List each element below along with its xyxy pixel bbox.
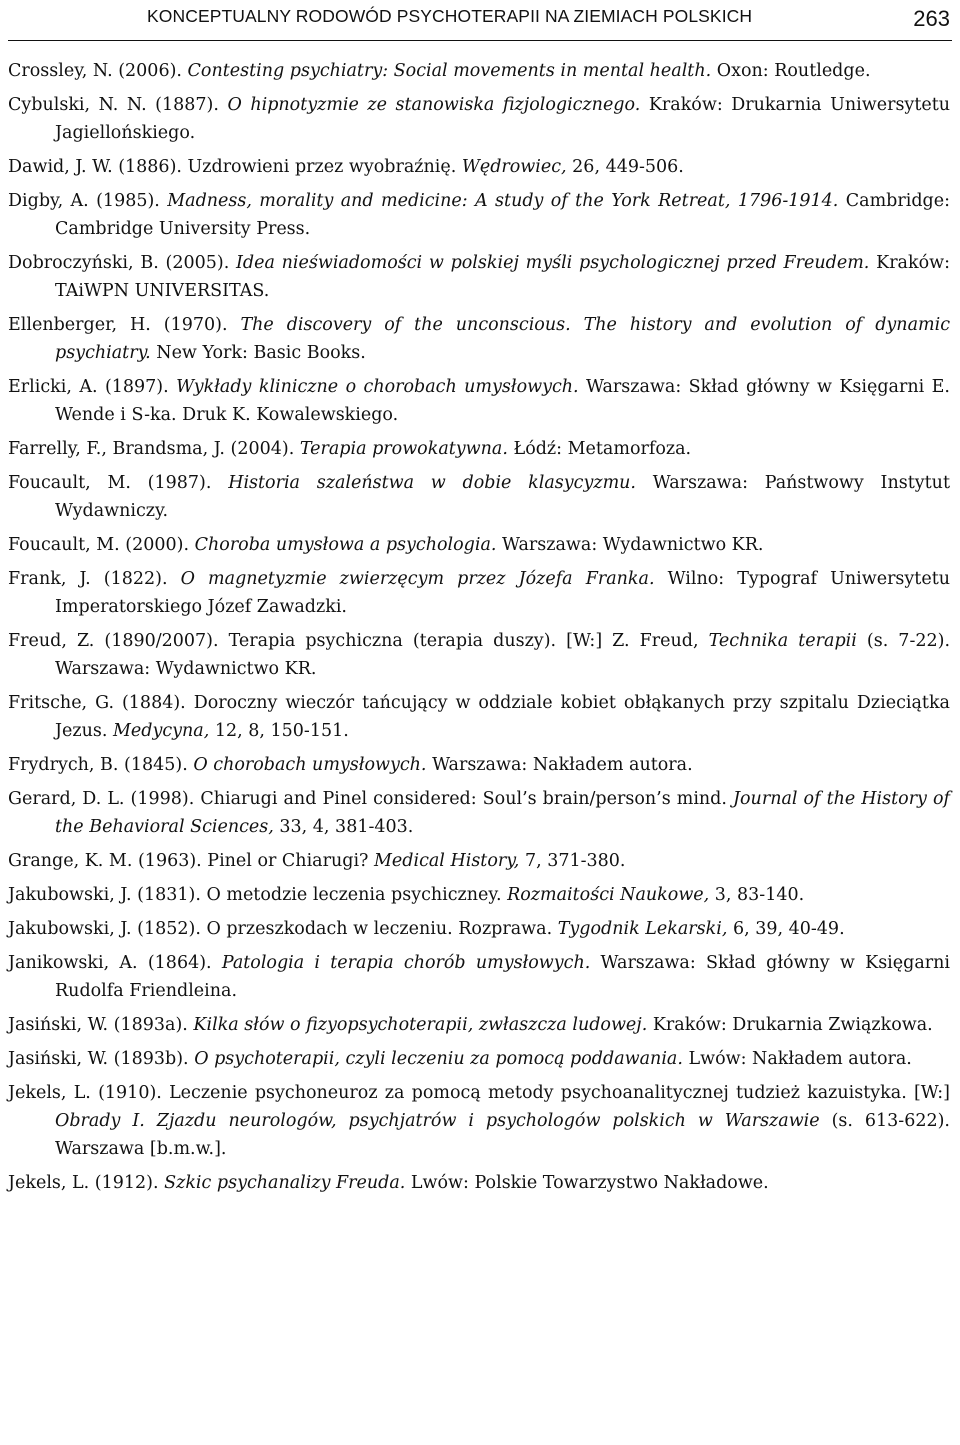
reference-title: Medycyna, bbox=[112, 721, 210, 741]
reference-text: Digby, A. (1985). bbox=[8, 191, 168, 211]
reference-text: 26, 449-506. bbox=[566, 157, 684, 177]
reference-text: Warszawa: Skład główny w Księgarni E. Wende i S-ka. Druk K. Kowalewskiego. bbox=[55, 377, 950, 425]
reference-entry bbox=[8, 1169, 950, 1197]
reference-text: Farrelly, F., Brandsma, J. (2004). bbox=[8, 439, 300, 459]
reference-text: Lwów: Polskie Towarzystwo Nakładowe. bbox=[405, 1173, 769, 1193]
reference-text: Łódź: Metamorfoza. bbox=[507, 439, 692, 459]
reference-entry bbox=[8, 1011, 950, 1039]
reference-title: O magnetyzmie zwierzęcym przez Józefa Franka. bbox=[180, 569, 655, 589]
reference-entry bbox=[8, 785, 950, 841]
reference-title: Terapia prowokatywna. bbox=[299, 439, 508, 459]
reference-text: 7, 371-380. bbox=[519, 851, 626, 871]
reference-title: O chorobach umysłowych. bbox=[193, 755, 427, 775]
reference-text: Ellenberger, H. (1970). bbox=[8, 315, 241, 335]
reference-text: Jekels, L. (1912). bbox=[8, 1173, 165, 1193]
reference-entry bbox=[8, 627, 950, 683]
reference-title: Journal of the History of the Behavioral Sciences, bbox=[55, 789, 950, 837]
reference-text: Dobroczyński, B. (2005). bbox=[8, 253, 236, 273]
reference-title: Obrady I. Zjazdu neurologów, psychjatrów i psychologów polskich w Warszawie bbox=[55, 1111, 820, 1131]
page-number: 263 bbox=[913, 6, 950, 31]
reference-text: Kraków: TAiWPN UNIVERSITAS. bbox=[55, 253, 951, 301]
reference-text: Oxon: Routledge. bbox=[711, 61, 871, 81]
reference-text: Cybulski, N. N. (1887). bbox=[8, 95, 228, 115]
reference-text: Kraków: Drukarnia Związkowa. bbox=[647, 1015, 933, 1035]
reference-title: Technika terapii bbox=[708, 631, 857, 651]
reference-text: Jakubowski, J. (1831). O metodzie leczenia psychiczney. bbox=[8, 885, 508, 905]
reference-title: Madness, morality and medicine: A study of the York Retreat, 1796-1914. bbox=[167, 191, 839, 211]
reference-text: Warszawa: Państwowy Instytut Wydawniczy. bbox=[55, 473, 950, 521]
reference-title: Historia szaleństwa w dobie klasycyzmu. bbox=[228, 473, 636, 493]
reference-title: Wędrowiec, bbox=[461, 157, 567, 177]
reference-text: Janikowski, A. (1864). bbox=[8, 953, 222, 973]
reference-entry bbox=[8, 373, 950, 429]
reference-text: Jekels, L. (1910). Leczenie psychoneuroz za pomocą metody psychoanalitycznej tudzież kazuistyka. [W:] bbox=[8, 1083, 950, 1103]
reference-text: Jasiński, W. (1893b). bbox=[8, 1049, 195, 1069]
reference-entry bbox=[8, 1079, 950, 1163]
reference-title: Kilka słów o fizyopsychoterapii, zwłaszcza ludowej. bbox=[193, 1015, 648, 1035]
reference-text: Dawid, J. W. (1886). Uzdrowieni przez wyobraźnię. bbox=[8, 157, 462, 177]
reference-entry bbox=[8, 249, 950, 305]
page-header bbox=[0, 0, 960, 44]
reference-entry bbox=[8, 187, 950, 243]
reference-list bbox=[8, 57, 950, 1203]
reference-text: Frank, J. (1822). bbox=[8, 569, 181, 589]
reference-text: Freud, Z. (1890/2007). Terapia psychiczna (terapia duszy). [W:] Z. Freud, bbox=[8, 631, 709, 651]
reference-title: Contesting psychiatry: Social movements in mental health. bbox=[187, 61, 712, 81]
reference-entry bbox=[8, 435, 950, 463]
reference-entry bbox=[8, 311, 950, 367]
reference-title: Tygodnik Lekarski, bbox=[557, 919, 728, 939]
reference-text: Fritsche, G. (1884). Doroczny wieczór tańcujący w oddziale kobiet obłąkanych przy szpitalu Dzieciątka Jezus. bbox=[8, 693, 950, 741]
reference-title: O psychoterapii, czyli leczeniu za pomocą poddawania. bbox=[194, 1049, 683, 1069]
reference-text: Jasiński, W. (1893a). bbox=[8, 1015, 194, 1035]
reference-entry bbox=[8, 881, 950, 909]
reference-title: O hipnotyzmie ze stanowiska fizjologicznego. bbox=[227, 95, 641, 115]
reference-text: Grange, K. M. (1963). Pinel or Chiarugi? bbox=[8, 851, 374, 871]
reference-title: Wykłady kliniczne o chorobach umysłowych. bbox=[176, 377, 579, 397]
reference-title: Patologia i terapia chorób umysłowych. bbox=[221, 953, 591, 973]
reference-entry bbox=[8, 531, 950, 559]
reference-entry bbox=[8, 751, 950, 779]
reference-text: Warszawa: Skład główny w Księgarni Rudolfa Friendleina. bbox=[55, 953, 950, 1001]
reference-entry bbox=[8, 847, 950, 875]
reference-entry bbox=[8, 469, 950, 525]
reference-text: Crossley, N. (2006). bbox=[8, 61, 188, 81]
reference-entry bbox=[8, 153, 950, 181]
reference-title: Szkic psychanalizy Freuda. bbox=[164, 1173, 406, 1193]
reference-text: 6, 39, 40-49. bbox=[727, 919, 845, 939]
reference-text: Erlicki, A. (1897). bbox=[8, 377, 177, 397]
reference-text: Warszawa: Wydawnictwo KR. bbox=[496, 535, 764, 555]
reference-text: 12, 8, 150-151. bbox=[209, 721, 349, 741]
reference-title: Medical History, bbox=[374, 851, 520, 871]
reference-entry bbox=[8, 57, 950, 85]
reference-text: (s. 7-22). Warszawa: Wydawnictwo KR. bbox=[55, 631, 951, 679]
reference-text: Lwów: Nakładem autora. bbox=[682, 1049, 912, 1069]
reference-title: Idea nieświadomości w polskiej myśli psychologicznej przed Freudem. bbox=[236, 253, 870, 273]
reference-text: (s. 613-622). Warszawa [b.m.w.]. bbox=[55, 1111, 950, 1159]
running-title: KONCEPTUALNY RODOWÓD PSYCHOTERAPII NA ZIEMIACH POLSKICH bbox=[147, 6, 753, 26]
reference-title: Rozmaitości Naukowe, bbox=[507, 885, 710, 905]
reference-entry bbox=[8, 1045, 950, 1073]
reference-text: Foucault, M. (1987). bbox=[8, 473, 229, 493]
reference-entry bbox=[8, 949, 950, 1005]
reference-text: 3, 83-140. bbox=[709, 885, 805, 905]
reference-entry bbox=[8, 91, 950, 147]
reference-entry bbox=[8, 689, 950, 745]
reference-text: 33, 4, 381-403. bbox=[273, 817, 414, 837]
reference-text: Kraków: Drukarnia Uniwersytetu Jagiellońskiego. bbox=[55, 95, 951, 143]
reference-text: Wilno: Typograf Uniwersytetu Imperatorskiego Józef Zawadzki. bbox=[55, 569, 950, 617]
reference-entry bbox=[8, 915, 950, 943]
reference-text: Foucault, M. (2000). bbox=[8, 535, 195, 555]
reference-title: Choroba umysłowa a psychologia. bbox=[194, 535, 497, 555]
reference-text: Cambridge: Cambridge University Press. bbox=[55, 191, 950, 239]
header-rule bbox=[8, 40, 952, 41]
reference-text: New York: Basic Books. bbox=[150, 343, 366, 363]
reference-title: The discovery of the unconscious. The history and evolution of dynamic psychiatry. bbox=[55, 315, 950, 363]
reference-text: Gerard, D. L. (1998). Chiarugi and Pinel considered: Soul’s brain/person’s mind. bbox=[8, 789, 733, 809]
reference-text: Frydrych, B. (1845). bbox=[8, 755, 194, 775]
reference-text: Jakubowski, J. (1852). O przeszkodach w leczeniu. Rozprawa. bbox=[8, 919, 558, 939]
reference-entry bbox=[8, 565, 950, 621]
reference-text: Warszawa: Nakładem autora. bbox=[426, 755, 693, 775]
